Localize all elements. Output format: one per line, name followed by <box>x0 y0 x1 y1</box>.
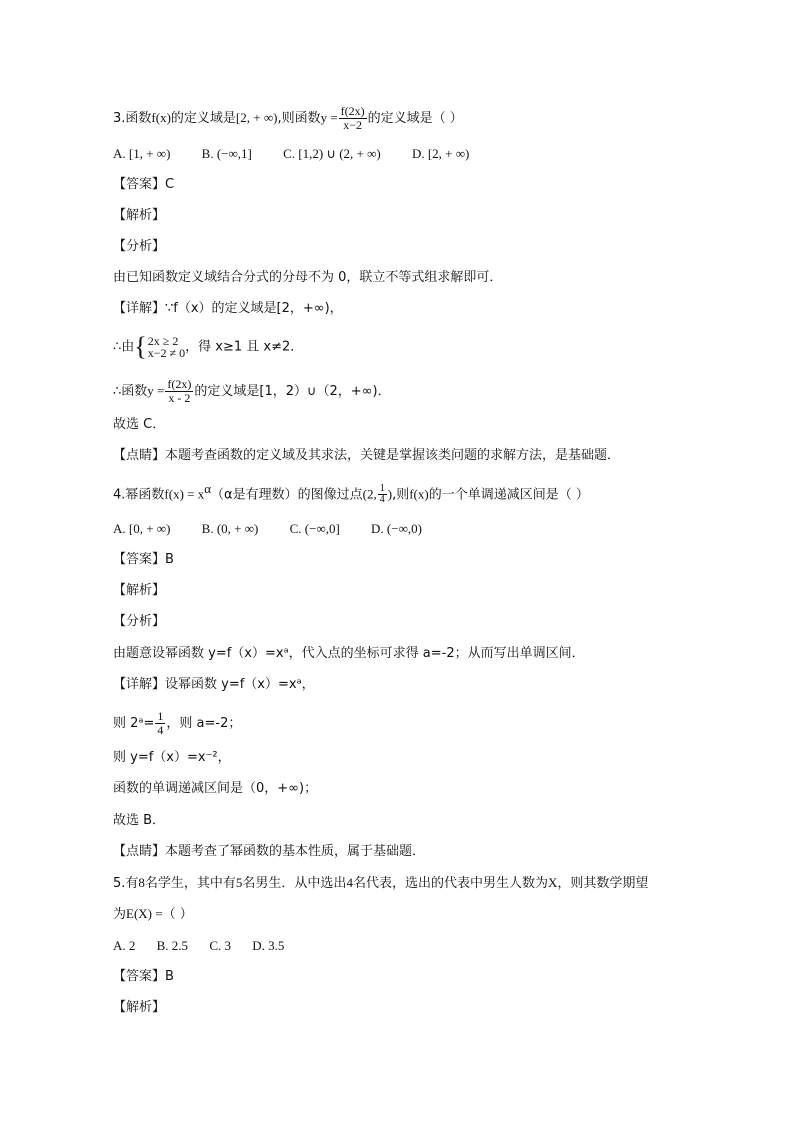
q3-detail-fraction: $\frac{f(2x)}{x - 2}$ <box>167 377 192 405</box>
q3-detail-3: ∴函数y = $\frac{f(2x)}{x - 2}$ 的定义域是[1，2）∪（2，+∞)． <box>113 377 391 405</box>
q3-fraction: $\frac{f(2x)}{x-2}$ <box>340 104 365 132</box>
q4-detail-1: 【详解】设幂函数 y=f（x）=xᵃ， <box>113 677 315 692</box>
q3-detail-1: 【详解】∵f（x）的定义域是[2，+∞)， <box>113 301 343 316</box>
q4-stem: 4.幂函数$f(x) = x^\alpha(\alpha$是有理数）的图像过点(2, $\frac{1}{4}$ ),则f(x)的一个单调递减区间是（ ） <box>113 481 589 506</box>
q4-option-c: C. (−∞,0] <box>289 521 340 536</box>
q4-answer: 【答案】B <box>113 552 174 567</box>
q4-detail-3: 则 y=f（x）=x⁻²， <box>113 750 231 765</box>
q5-option-c: C. 3 <box>209 938 231 953</box>
q4-choose: 故选 B． <box>113 813 166 828</box>
q4-option-d: D. (−∞,0) <box>371 521 422 536</box>
q3-option-a: A. [1, + ∞) <box>113 146 171 161</box>
q4-detail-2: 则 2ᵃ= $\frac{1}{4}$ ，则 a=-2； <box>113 709 242 737</box>
q4-detail-4: 函数的单调递减区间是（0，+∞)； <box>113 781 318 796</box>
q4-fenxi: 【分析】 <box>113 614 166 629</box>
q3-fenxi: 【分析】 <box>113 239 166 254</box>
q4-analysis: 由题意设幂函数 y=f（x）=xᵃ，代入点的坐标可求得 a=-2；从而写出单调区间． <box>113 646 585 661</box>
q4-detail-fraction: $\frac{1}{4}$ <box>157 709 164 737</box>
q3-option-b: B. (−∞,1] <box>201 146 252 161</box>
q4-point-fraction: $\frac{1}{4}$ <box>379 483 385 506</box>
q4-options <box>113 521 450 537</box>
q4-option-b: B. (0, + ∞) <box>201 521 259 536</box>
q3-option-d: D. [2, + ∞) <box>411 146 470 161</box>
q3-answer: 【答案】C <box>113 177 175 192</box>
q5-jiexi: 【解析】 <box>113 1000 166 1015</box>
q3-options <box>113 146 497 162</box>
q5-stem-line-1: 5.有8名学生，其中有5名男生．从中选出4名代表，选出的代表中男生人数为X，则其数学期望 <box>113 875 649 891</box>
q3-stem: 3.函数f(x)的定义域是[2, + ∞),则函数y = $\frac{f(2x)}{x-2}$ 的定义域是（ ） <box>113 104 463 132</box>
q5-options <box>113 938 312 954</box>
inequality-system: { 2x ≥ 2 x−2 ≠ 0 <box>134 332 186 361</box>
q5-answer: 【答案】B <box>113 969 174 984</box>
q3-option-c: C. [1,2) ∪ (2, + ∞) <box>283 146 381 161</box>
q5-option-a: A. 2 <box>113 938 136 953</box>
q5-stem-line-2: 为E(X) =（ ） <box>113 906 193 922</box>
q5-option-b: B. 2.5 <box>156 938 189 953</box>
q4-option-a: A. [0, + ∞) <box>113 521 171 536</box>
q5-option-d: D. 3.5 <box>252 938 285 953</box>
q4-jiexi: 【解析】 <box>113 583 166 598</box>
q3-analysis: 由已知函数定义域结合分式的分母不为 0，联立不等式组求解即可． <box>113 270 503 285</box>
q4-comment: 【点睛】本题考查了幂函数的基本性质，属于基础题． <box>113 844 426 859</box>
q3-detail-2: ∴由 { 2x ≥ 2 x−2 ≠ 0 ，得 x≥1 且 x≠2． <box>113 332 304 361</box>
q3-choose: 故选 C． <box>113 417 166 432</box>
q3-jiexi: 【解析】 <box>113 208 166 223</box>
q3-comment: 【点睛】本题考查函数的定义域及其求法，关键是掌握该类问题的求解方法，是基础题． <box>113 448 621 463</box>
